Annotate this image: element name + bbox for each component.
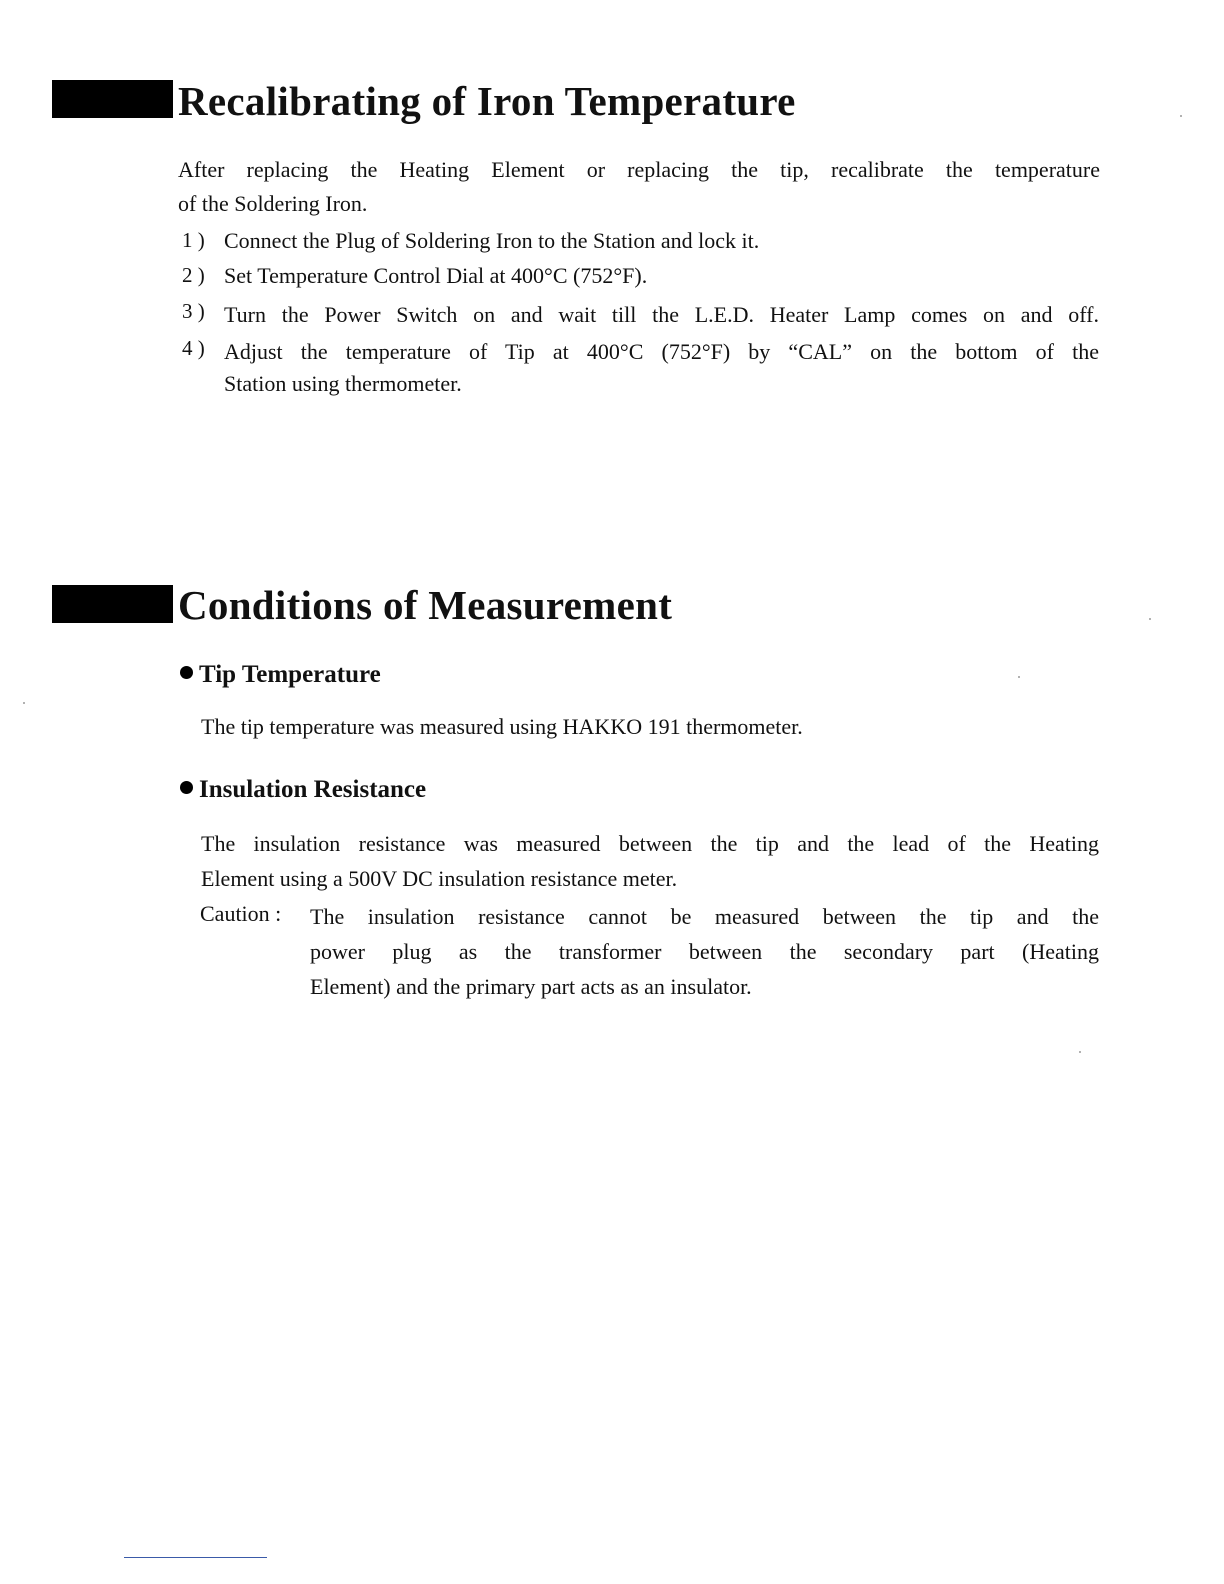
scan-speck bbox=[1018, 676, 1020, 678]
section-title-recalibrating: Recalibrating of Iron Temperature bbox=[178, 78, 796, 124]
insulation-resistance-heading-label: Insulation Resistance bbox=[199, 776, 427, 803]
insulation-text-line-2: Element using a 500V DC insulation resistance meter. bbox=[201, 866, 678, 891]
scan-speck bbox=[23, 702, 25, 704]
step-2-number: 2 ) bbox=[182, 263, 205, 287]
section-marker-bar bbox=[52, 585, 173, 623]
tip-temperature-text: The tip temperature was measured using HAKKO 191 thermometer. bbox=[201, 714, 803, 739]
step-3-number: 3 ) bbox=[182, 299, 205, 323]
step-1-text: Connect the Plug of Soldering Iron to the Station and lock it. bbox=[224, 228, 760, 253]
scan-speck bbox=[1149, 618, 1151, 620]
section-title-conditions: Conditions of Measurement bbox=[178, 582, 673, 628]
step-1-number: 1 ) bbox=[182, 228, 205, 252]
insulation-text-line-1: The insulation resistance was measured between the tip and the lead of the Heating bbox=[201, 831, 1099, 856]
step-4-text-line-1: Adjust the temperature of Tip at 400°C (752°F) by “CAL” on the bottom of the bbox=[224, 339, 1099, 364]
intro-line-2: of the Soldering Iron. bbox=[178, 191, 368, 216]
step-4-text-line-2: Station using thermometer. bbox=[224, 371, 462, 396]
step-2-text: Set Temperature Control Dial at 400°C (752°F). bbox=[224, 263, 648, 288]
caution-text-line-2: power plug as the transformer between the secondary part (Heating bbox=[310, 939, 1099, 964]
caution-text-line-3: Element) and the primary part acts as an insulator. bbox=[310, 974, 752, 999]
footnote-rule bbox=[124, 1557, 267, 1558]
step-3-text: Turn the Power Switch on and wait till the L.E.D. Heater Lamp comes on and off. bbox=[224, 302, 1099, 327]
intro-line-1: After replacing the Heating Element or replacing the tip, recalibrate the temperature bbox=[178, 157, 1100, 182]
scan-speck bbox=[1079, 1051, 1081, 1053]
insulation-resistance-heading bbox=[180, 777, 426, 802]
caution-label: Caution : bbox=[200, 901, 282, 926]
bullet-icon bbox=[180, 666, 193, 679]
section-marker-bar bbox=[52, 80, 173, 118]
scan-speck bbox=[1180, 115, 1182, 117]
bullet-icon bbox=[180, 781, 193, 794]
tip-temperature-heading-label: Tip Temperature bbox=[199, 661, 381, 688]
tip-temperature-heading bbox=[180, 662, 381, 687]
step-4-number: 4 ) bbox=[182, 336, 205, 360]
caution-text-line-1: The insulation resistance cannot be measured between the tip and the bbox=[310, 904, 1099, 929]
